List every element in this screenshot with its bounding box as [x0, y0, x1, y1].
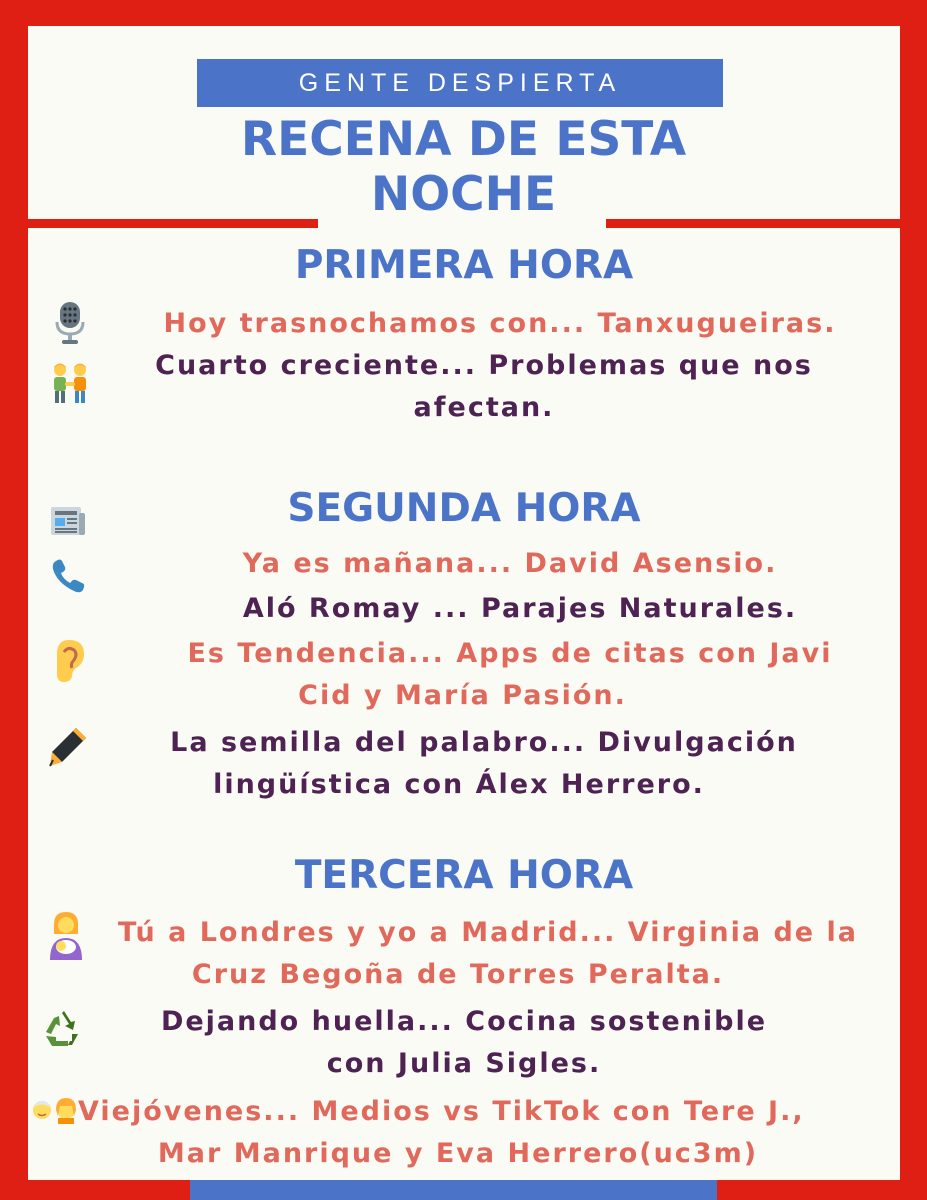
item-text-line-2: con Julia Sigles. [326, 1048, 602, 1079]
list-item [150, 543, 870, 585]
list-item [100, 303, 900, 345]
newspaper-icon [49, 503, 89, 543]
item-text: Aló Romay ... Parajes Naturales. [242, 593, 798, 624]
item-text-line-1: Dejando huella... Cocina sostenible [160, 1006, 768, 1037]
page-title [190, 112, 737, 222]
list-item [100, 345, 868, 429]
recycle-icon [42, 1010, 82, 1050]
item-text: Hoy trasnochamos con... Tanxugueiras. [163, 308, 837, 339]
item-text-line-1: Cuarto creciente... Problemas que nos [155, 350, 813, 381]
list-item [100, 722, 868, 806]
item-text-line-1: La semilla del palabro... Divulgación [170, 727, 798, 758]
list-item [140, 588, 900, 630]
item-text-line-2: Cruz Begoña de Torres Peralta. [191, 959, 725, 990]
bottom-accent-bar [190, 1180, 717, 1200]
item-text: Ya es mañana... David Asensio. [242, 548, 778, 579]
item-text-line-2: afectan. [413, 392, 555, 423]
item-text-line-2: Mar Manrique y Eva Herrero(uc3m) [157, 1138, 759, 1169]
section-heading-primera-hora: PRIMERA HORA [294, 243, 634, 288]
list-item [88, 912, 888, 996]
item-text-line-2: Cid y María Pasión. [298, 680, 627, 711]
microphone-icon [50, 300, 90, 340]
header-rule-left [28, 219, 318, 228]
list-item [70, 1091, 860, 1175]
header-rule-right [606, 219, 900, 228]
item-text-line-2: lingüística con Álex Herrero. [213, 769, 705, 800]
show-banner: GENTE DESPIERTA [197, 59, 723, 107]
section-heading-tercera-hora: TERCERA HORA [294, 853, 634, 898]
two-people-icon [48, 362, 88, 402]
title-line-1: RECENA DE ESTA [240, 112, 687, 167]
section-heading-segunda-hora: SEGUNDA HORA [287, 486, 641, 531]
ear-icon [50, 638, 90, 678]
pen-icon [46, 724, 86, 764]
list-item [100, 1001, 828, 1085]
woman-with-baby-icon [44, 912, 84, 952]
telephone-icon [50, 557, 90, 597]
title-line-2: NOCHE [370, 167, 557, 222]
item-text-line-1: Es Tendencia... Apps de citas con Javi [187, 638, 833, 669]
list-item [120, 633, 900, 717]
item-text-line-1: Viejóvenes... Medios vs TikTok con Tere J., [78, 1096, 805, 1127]
item-text-line-1: Tú a Londres y yo a Madrid... Virginia de la [118, 917, 858, 948]
